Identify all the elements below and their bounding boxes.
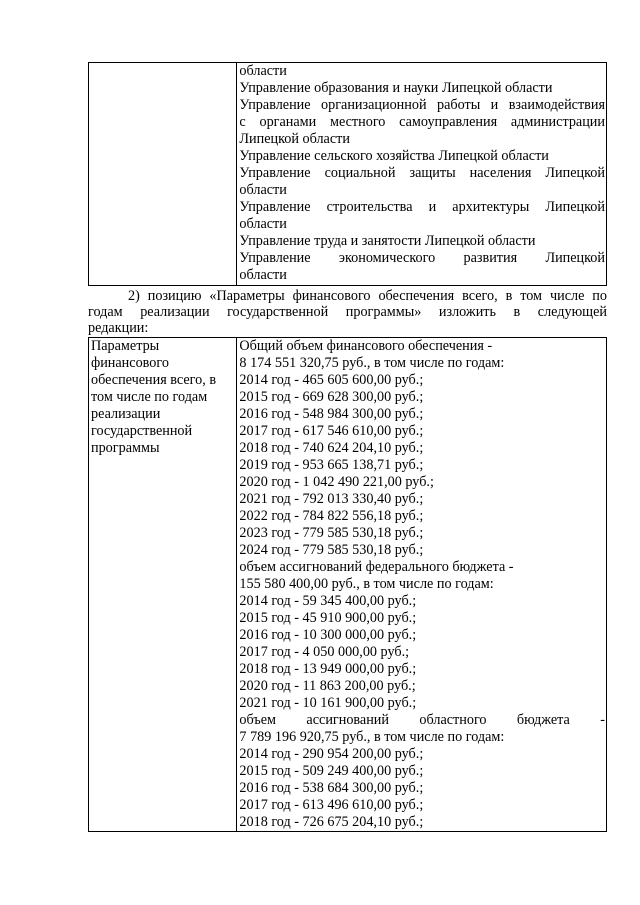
parameters-label-line: том числе по годам — [91, 389, 208, 405]
financing-line: 2017 год - 4 050 000,00 руб.; — [239, 644, 410, 660]
paragraph-line-1: 2) позицию «Параметры финансового обеспечения всего, в том числе по — [128, 288, 607, 304]
financing-line: 2015 год - 509 249 400,00 руб.; — [239, 763, 424, 779]
financing-line: 2016 год - 548 984 300,00 руб.; — [239, 406, 424, 422]
executors-table — [88, 62, 607, 286]
financing-parameters-table — [88, 337, 607, 832]
amendment-paragraph — [88, 288, 607, 336]
executor-line: Управление организационной работы и взаимодействия — [239, 97, 605, 113]
financing-line: 2014 год - 290 954 200,00 руб.; — [239, 746, 424, 762]
financing-line: 2014 год - 465 605 600,00 руб.; — [239, 372, 424, 388]
executor-line: области — [239, 267, 287, 283]
parameters-label-line: Параметры — [91, 338, 160, 354]
financing-line: 2018 год - 740 624 204,10 руб.; — [239, 440, 424, 456]
financing-line: 155 580 400,00 руб., в том числе по годам: — [239, 576, 494, 592]
executor-line: Управление труда и занятости Липецкой области — [239, 233, 536, 249]
financing-line: 2020 год - 1 042 490 221,00 руб.; — [239, 474, 434, 490]
financing-line: 2015 год - 669 628 300,00 руб.; — [239, 389, 424, 405]
parameters-label-line: реализации — [91, 406, 161, 422]
parameters-label-line: финансового — [91, 355, 169, 371]
financing-line: 2021 год - 792 013 330,40 руб.; — [239, 491, 424, 507]
financing-line: 2022 год - 784 822 556,18 руб.; — [239, 508, 424, 524]
financing-line: 2016 год - 10 300 000,00 руб.; — [239, 627, 417, 643]
parameters-label-cell — [89, 338, 237, 832]
financing-line: 2014 год - 59 345 400,00 руб.; — [239, 593, 417, 609]
financing-line: 2021 год - 10 161 900,00 руб.; — [239, 695, 417, 711]
parameters-label-line: обеспечения всего, в — [91, 372, 217, 388]
financing-line: объем ассигнований областного бюджета - — [239, 712, 605, 728]
executor-line: Липецкой области — [239, 131, 350, 147]
executor-line: Управление социальной защиты населения Липецкой — [239, 165, 605, 181]
financing-line: 2017 год - 617 546 610,00 руб.; — [239, 423, 424, 439]
financing-line: 2016 год - 538 684 300,00 руб.; — [239, 780, 424, 796]
paragraph-line-3: редакции: — [88, 320, 149, 336]
financing-line: 2018 год - 13 949 000,00 руб.; — [239, 661, 417, 677]
financing-parameters-row — [89, 338, 607, 832]
financing-line: 2023 год - 779 585 530,18 руб.; — [239, 525, 424, 541]
financing-line: 2017 год - 613 496 610,00 руб.; — [239, 797, 424, 813]
executor-line: области — [239, 216, 287, 232]
executor-line: Управление образования и науки Липецкой области — [239, 80, 553, 96]
financing-line: 7 789 196 920,75 руб., в том числе по годам: — [239, 729, 505, 745]
parameters-label-line: программы — [91, 440, 160, 456]
executor-line: с органами местного самоуправления администрации — [239, 114, 605, 130]
executor-line: Управление экономического развития Липецкой — [239, 250, 605, 266]
executors-label-cell — [89, 63, 237, 286]
executors-row — [89, 63, 607, 286]
financing-line: Общий объем финансового обеспечения - — [239, 338, 493, 354]
paragraph-line-2: годам реализации государственной программы» изложить в следующей — [88, 304, 607, 320]
executors-list-cell — [237, 63, 607, 286]
executor-line: области — [239, 63, 287, 79]
financing-line: 2019 год - 953 665 138,71 руб.; — [239, 457, 424, 473]
financing-line: 2018 год - 726 675 204,10 руб.; — [239, 814, 424, 830]
financing-line: 2024 год - 779 585 530,18 руб.; — [239, 542, 424, 558]
executor-line: области — [239, 182, 287, 198]
parameters-label-line: государственной — [91, 423, 193, 439]
parameters-values-cell — [237, 338, 607, 832]
executor-line: Управление строительства и архитектуры Липецкой — [239, 199, 605, 215]
executor-line: Управление сельского хозяйства Липецкой области — [239, 148, 549, 164]
financing-line: 2015 год - 45 910 900,00 руб.; — [239, 610, 417, 626]
financing-line: 8 174 551 320,75 руб., в том числе по годам: — [239, 355, 505, 371]
financing-line: 2020 год - 11 863 200,00 руб.; — [239, 678, 416, 694]
financing-line: объем ассигнований федерального бюджета - — [239, 559, 514, 575]
